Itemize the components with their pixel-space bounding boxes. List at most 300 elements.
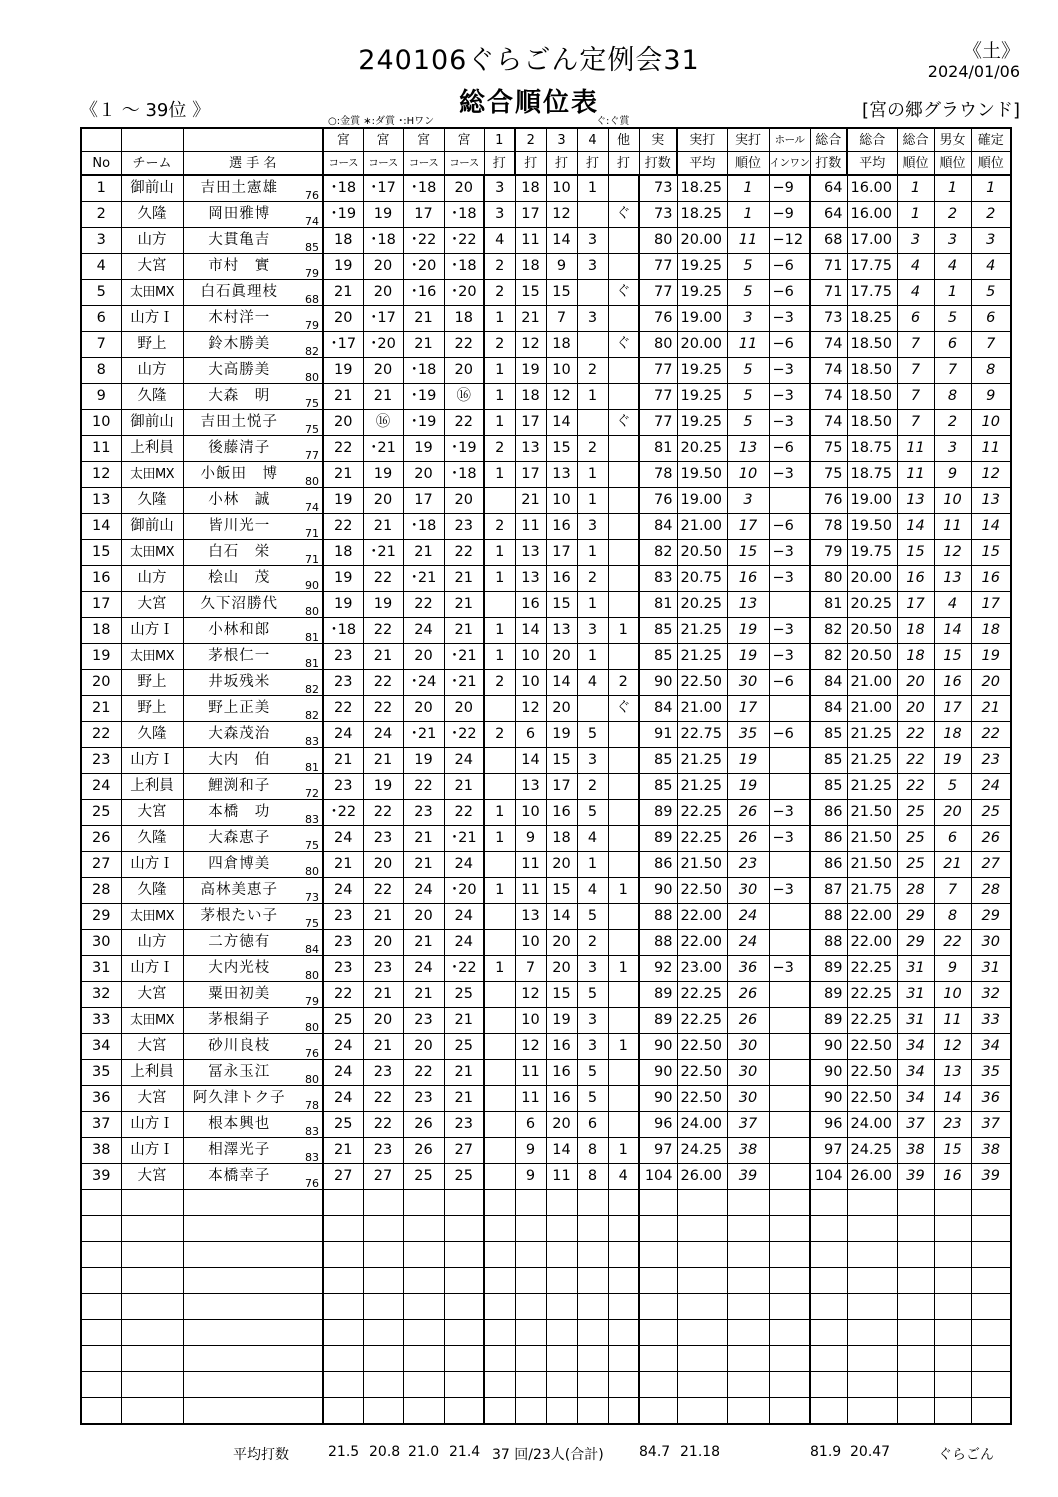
stroke-count: 1 [484,462,515,488]
cell: 86 [810,800,847,826]
column-header: 宮 [323,128,363,152]
footer-brand: ぐらごん [938,1447,994,1463]
course-score: 20 [323,306,363,332]
hole-in-one-bonus: −3 [769,540,810,566]
empty-cell [934,1216,971,1242]
cell: 34 [897,1034,934,1060]
empty-cell [546,1294,577,1320]
cell: 23.00 [677,956,727,982]
page-subtitle: 総合順位表 [458,88,599,118]
player-age: 75 [289,904,323,930]
stroke-count: 2 [484,254,515,280]
empty-cell [484,1268,515,1294]
hole-in-one-bonus: −3 [769,358,810,384]
hole-in-one-bonus: −3 [769,566,810,592]
course-score: 24 [444,904,484,930]
cell: 11 [727,228,769,254]
table-row [81,748,1011,774]
stroke-count: 17 [515,410,546,436]
cell: 80 [639,228,677,254]
stroke-count: 3 [577,254,608,280]
stroke-count: 2 [484,670,515,696]
stroke-count: 1 [608,618,639,644]
stroke-count: 15 [546,436,577,462]
final-rank: 12 [971,462,1011,488]
empty-cell [769,1372,810,1398]
empty-cell [810,1268,847,1294]
stroke-count: 3 [577,1008,608,1034]
cell: 75 [810,462,847,488]
cell: 17 [897,592,934,618]
cell: 104 [639,1164,677,1190]
empty-cell [546,1398,577,1425]
cell: 24.00 [847,1112,897,1138]
cell: 73 [639,202,677,228]
course-score: 19 [403,748,444,774]
empty-cell [897,1190,934,1216]
final-rank: 33 [971,1008,1011,1034]
cell: 96 [639,1112,677,1138]
team-name: 太田MX [121,280,183,306]
column-header: コース [363,152,403,176]
stroke-count: 18 [515,384,546,410]
cell: 26.00 [677,1164,727,1190]
cell: 80 [810,566,847,592]
rank-number: 24 [81,774,121,800]
cell: 5 [727,358,769,384]
cell: 38 [727,1138,769,1164]
empty-cell [608,1268,639,1294]
cell: 15 [934,644,971,670]
cell: 5 [727,254,769,280]
stroke-count: 1 [577,540,608,566]
stroke-count: 6 [515,722,546,748]
player-age: 82 [289,670,323,696]
course-score: 23 [403,1086,444,1112]
stroke-count: 12 [546,384,577,410]
course-score: 21 [444,774,484,800]
player-name: 小林和郎 [183,618,289,644]
cell: 88 [639,930,677,956]
player-name: 後藤清子 [183,436,289,462]
empty-row [81,1242,1011,1268]
rank-number: 27 [81,852,121,878]
empty-cell [727,1242,769,1268]
player-age: 68 [289,280,323,306]
empty-cell [121,1320,183,1346]
player-age: 80 [289,956,323,982]
table-row [81,644,1011,670]
empty-cell [608,1346,639,1372]
final-rank: 27 [971,852,1011,878]
rank-number: 7 [81,332,121,358]
empty-cell [934,1320,971,1346]
final-rank: 37 [971,1112,1011,1138]
cell: 21.00 [677,696,727,722]
player-age: 82 [289,696,323,722]
cell: 5 [934,306,971,332]
stroke-count: 10 [515,670,546,696]
column-header: 宮 [444,128,484,152]
rank-number: 11 [81,436,121,462]
empty-cell [639,1320,677,1346]
column-header: 打 [546,152,577,176]
footer-course1-avg: 21.5 [328,1444,360,1460]
empty-cell [769,1398,810,1425]
course-score: 24 [323,1034,363,1060]
course-score: 21 [323,1138,363,1164]
empty-row [81,1268,1011,1294]
final-rank: 15 [971,540,1011,566]
player-age: 79 [289,254,323,280]
cell: 22.50 [677,670,727,696]
cell: 20 [934,800,971,826]
stroke-count: ぐ [608,410,639,436]
cell: 18.50 [847,384,897,410]
empty-row [81,1320,1011,1346]
player-age: 77 [289,436,323,462]
stroke-count [608,566,639,592]
hole-in-one-bonus [769,982,810,1008]
cell: 18.75 [847,462,897,488]
empty-cell [810,1190,847,1216]
empty-cell [81,1294,121,1320]
cell: 84 [639,514,677,540]
course-score: 23 [323,930,363,956]
cell: 7 [897,410,934,436]
cell: 22.00 [847,904,897,930]
cell: 21 [934,852,971,878]
footer-rounds: 37 回/23人(合計) [492,1447,604,1463]
stroke-count: 13 [515,436,546,462]
team-name: 久隆 [121,488,183,514]
course-score: 17 [403,488,444,514]
rank-number: 3 [81,228,121,254]
empty-cell [847,1268,897,1294]
cell: 19.50 [677,462,727,488]
cell: 74 [810,332,847,358]
rank-number: 17 [81,592,121,618]
table-row [81,514,1011,540]
cell: 20.00 [847,566,897,592]
cell: 11 [934,1008,971,1034]
player-age: 76 [289,1034,323,1060]
cell: 20.25 [847,592,897,618]
course-score: 20 [363,1008,403,1034]
stroke-count [577,280,608,306]
player-age: 74 [289,488,323,514]
team-name: 太田MX [121,540,183,566]
stroke-count: 4 [608,1164,639,1190]
course-score: 19 [323,254,363,280]
table-row [81,1164,1011,1190]
stroke-count: 1 [484,800,515,826]
footer-course4-avg: 21.4 [449,1444,481,1460]
cell: 16 [934,1164,971,1190]
table-row [81,1086,1011,1112]
cell: 75 [810,436,847,462]
cell: 14 [934,618,971,644]
course-score: 18 [444,306,484,332]
cell: 21.50 [847,852,897,878]
cell: 24.00 [677,1112,727,1138]
course-score: 21 [444,566,484,592]
column-header [121,128,183,152]
rank-number: 12 [81,462,121,488]
player-name: 高林美恵子 [183,878,289,904]
course-score: ･22 [444,956,484,982]
stroke-count [484,1034,515,1060]
cell: 25 [897,826,934,852]
player-name: 大内光枝 [183,956,289,982]
stroke-count: 16 [546,566,577,592]
cell: 22 [934,930,971,956]
empty-cell [484,1190,515,1216]
player-age: 83 [289,1112,323,1138]
stroke-count: 1 [484,384,515,410]
cell: 34 [897,1060,934,1086]
empty-cell [810,1294,847,1320]
empty-cell [81,1398,121,1425]
cell: 3 [934,228,971,254]
team-name: 山方Ｉ [121,618,183,644]
player-name: 大森 明 [183,384,289,410]
cell: 23 [727,852,769,878]
empty-cell [81,1190,121,1216]
course-score: 23 [363,956,403,982]
course-score: 21 [444,1086,484,1112]
table-row [81,826,1011,852]
stroke-count: 14 [515,748,546,774]
course-score: ･17 [363,175,403,202]
stroke-count: 11 [515,228,546,254]
stroke-count [484,982,515,1008]
cell: 82 [810,618,847,644]
course-score: 22 [444,410,484,436]
empty-cell [484,1294,515,1320]
hole-in-one-bonus: −3 [769,800,810,826]
cell: 18.25 [677,202,727,228]
cell: 22.00 [677,904,727,930]
stroke-count: 2 [577,566,608,592]
empty-cell [677,1294,727,1320]
stroke-count: 13 [515,540,546,566]
course-score: ･22 [444,722,484,748]
empty-cell [289,1372,323,1398]
course-score: 17 [403,202,444,228]
stroke-count: 17 [515,462,546,488]
empty-cell [897,1294,934,1320]
course-score: 21 [363,514,403,540]
stroke-count [608,826,639,852]
stroke-count [608,1112,639,1138]
cell: 10 [727,462,769,488]
stroke-count [608,254,639,280]
final-rank: 18 [971,618,1011,644]
stroke-count: 20 [546,930,577,956]
cell: 11 [897,462,934,488]
cell: 3 [727,488,769,514]
cell: 19.75 [847,540,897,566]
stroke-count [608,540,639,566]
player-name: 桧山 茂 [183,566,289,592]
empty-cell [727,1346,769,1372]
empty-cell [546,1268,577,1294]
course-score: ･18 [444,254,484,280]
player-name: 大森恵子 [183,826,289,852]
team-name: 野上 [121,332,183,358]
cell: 22.25 [847,1008,897,1034]
course-score: ･21 [363,540,403,566]
stroke-count [484,488,515,514]
player-name: 茅根絹子 [183,1008,289,1034]
player-name: 本橋 功 [183,800,289,826]
column-header: 1 [484,128,515,152]
course-score: 19 [363,202,403,228]
empty-cell [289,1190,323,1216]
final-rank: 34 [971,1034,1011,1060]
empty-cell [769,1216,810,1242]
player-age: 71 [289,540,323,566]
cell: 24 [727,930,769,956]
team-name: 太田MX [121,462,183,488]
empty-cell [897,1320,934,1346]
empty-cell [546,1320,577,1346]
cell: 89 [639,982,677,1008]
stroke-count: 4 [577,670,608,696]
cell: 26.00 [847,1164,897,1190]
cell: 12 [934,1034,971,1060]
player-name: 久下沼勝代 [183,592,289,618]
team-name: 上利員 [121,1060,183,1086]
empty-cell [577,1294,608,1320]
stroke-count: 16 [546,1034,577,1060]
hole-in-one-bonus: −9 [769,202,810,228]
empty-cell [81,1372,121,1398]
hole-in-one-bonus [769,930,810,956]
course-score: 23 [444,1112,484,1138]
column-header [81,128,121,152]
course-score: 25 [444,1034,484,1060]
cell: 74 [810,384,847,410]
empty-cell [289,1320,323,1346]
course-score: 20 [444,175,484,202]
stroke-count: 20 [546,956,577,982]
empty-cell [727,1190,769,1216]
stroke-count: 11 [515,514,546,540]
empty-cell [639,1242,677,1268]
player-name: 阿久津トク子 [183,1086,289,1112]
empty-cell [897,1346,934,1372]
table-row [81,566,1011,592]
final-rank: 38 [971,1138,1011,1164]
cell: 89 [810,956,847,982]
course-score: 24 [323,878,363,904]
stroke-count [608,800,639,826]
hole-in-one-bonus [769,1086,810,1112]
cell: 9 [934,956,971,982]
empty-cell [444,1216,484,1242]
empty-cell [183,1190,289,1216]
player-name: 皆川光一 [183,514,289,540]
empty-cell [677,1372,727,1398]
course-score: 24 [323,1060,363,1086]
column-header: No [81,152,121,176]
cell: 21.25 [847,748,897,774]
cell: 19.25 [677,358,727,384]
cell: 15 [897,540,934,566]
cell: 64 [810,175,847,202]
player-name: 吉田土憲雄 [183,175,289,202]
table-row [81,332,1011,358]
course-score: ･22 [403,228,444,254]
course-score: 25 [444,982,484,1008]
player-name: 茅根たい子 [183,904,289,930]
cell: 30 [727,1034,769,1060]
hole-in-one-bonus [769,774,810,800]
empty-cell [608,1294,639,1320]
cell: 11 [727,332,769,358]
final-rank: 8 [971,358,1011,384]
course-score: ･17 [323,332,363,358]
empty-cell [444,1190,484,1216]
course-score: ･18 [444,462,484,488]
empty-row [81,1190,1011,1216]
final-rank: 20 [971,670,1011,696]
cell: 23 [934,1112,971,1138]
course-score: 22 [403,592,444,618]
empty-cell [121,1242,183,1268]
team-name: 上利員 [121,436,183,462]
empty-cell [484,1216,515,1242]
empty-cell [81,1268,121,1294]
table-row [81,592,1011,618]
cell: 19.50 [847,514,897,540]
empty-cell [608,1398,639,1425]
column-header: 4 [577,128,608,152]
course-score: ⑯ [444,384,484,410]
team-name: 山方 [121,566,183,592]
cell: 22.00 [677,930,727,956]
cell: 20.25 [677,592,727,618]
course-score: 25 [323,1008,363,1034]
stroke-count: 5 [577,1060,608,1086]
header-row-bottom [81,152,1011,176]
cell: 90 [639,1060,677,1086]
empty-cell [515,1372,546,1398]
team-name: 久隆 [121,878,183,904]
cell: 89 [810,1008,847,1034]
course-score: 22 [444,332,484,358]
final-rank: 30 [971,930,1011,956]
cell: 19.00 [677,488,727,514]
cell: 38 [897,1138,934,1164]
empty-cell [403,1216,444,1242]
empty-cell [608,1320,639,1346]
table-row [81,254,1011,280]
course-score: 21 [323,852,363,878]
empty-cell [546,1216,577,1242]
stroke-count: 3 [577,228,608,254]
stroke-count: 2 [484,722,515,748]
course-score: 23 [363,1138,403,1164]
stroke-count: ぐ [608,696,639,722]
empty-row [81,1398,1011,1425]
cell: 79 [810,540,847,566]
cell: 68 [810,228,847,254]
cell: 22.00 [847,930,897,956]
footer-real-strokes: 84.7 [639,1444,671,1460]
